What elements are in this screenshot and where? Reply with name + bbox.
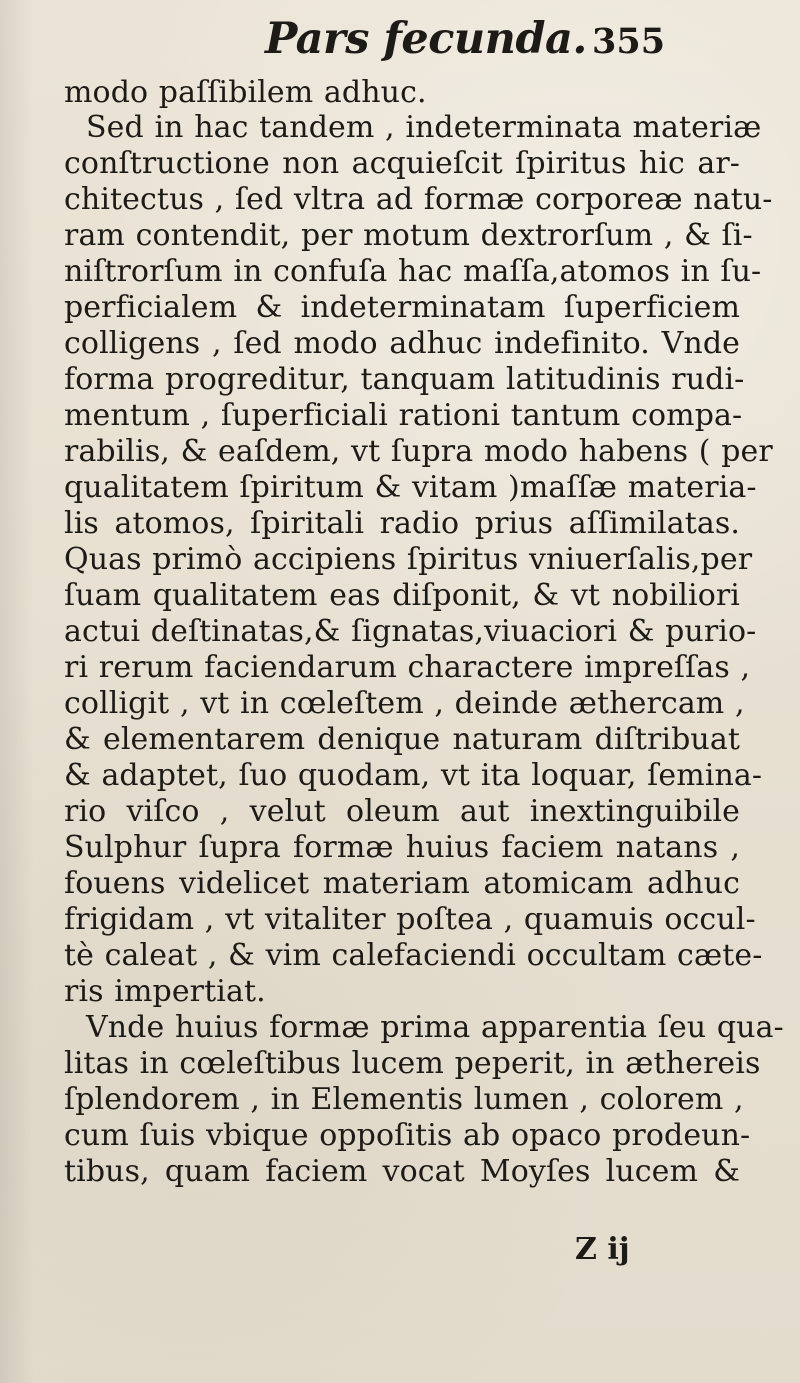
body-line-14: Quas primò accipiens ſpiritus vniuerſalis,per <box>64 542 753 577</box>
body-line-17: ri rerum faciendarum charactere impreſſas , <box>64 650 751 685</box>
body-line-25: tè caleat , & vim calefaciendi occultam cæte- <box>64 938 763 973</box>
page-header-title: Pars fecunda. <box>265 14 587 64</box>
body-line-20: & adaptet, ſuo quodam, vt ita loquar, ſemina- <box>64 758 763 793</box>
body-line-3: conſtructione non acquieſcit ſpiritus hic ar- <box>64 146 740 181</box>
body-line-28: litas in cœleſtibus lucem peperit, in æthereis <box>64 1046 761 1081</box>
body-line-4: chitectus , ſed vltra ad formæ corporeæ natu- <box>64 182 773 217</box>
running-head <box>0 14 800 68</box>
body-line-26: ris impertiat. <box>64 974 266 1009</box>
body-line-6: niſtrorſum in confuſa hac maſſa,atomos in ſu- <box>64 254 762 289</box>
body-line-8: colligens , ſed modo adhuc indefinito. Vnde <box>64 326 740 361</box>
body-line-16: actui deſtinatas,& ſignatas,viuaciori & purio- <box>64 614 757 649</box>
page-number: 355 <box>592 21 666 62</box>
body-line-23: fouens videlicet materiam atomicam adhuc <box>64 866 740 901</box>
page-signature: Z ij <box>575 1232 630 1267</box>
body-line-18: colligit , vt in cœleſtem , deinde æthercam , <box>64 686 745 721</box>
body-line-24: frigidam , vt vitaliter poſtea , quamuis occul- <box>64 902 756 937</box>
body-line-12: qualitatem ſpiritum & vitam )maſſæ materia- <box>64 470 757 505</box>
body-line-27: Vnde huius formæ prima apparentia ſeu qua- <box>86 1010 784 1045</box>
body-line-19: & elementarem denique naturam diſtribuat <box>64 722 740 757</box>
page-edge-shadow <box>0 0 34 1383</box>
body-line-30: cum ſuis vbique oppoſitis ab opaco prodeun- <box>64 1118 751 1153</box>
body-line-13: lis atomos, ſpiritali radio prius aſſimilatas. <box>64 506 740 541</box>
body-line-31: tibus, quam faciem vocat Moyſes lucem & <box>64 1154 740 1189</box>
body-line-21: rio viſco , velut oleum aut inextinguibile <box>64 794 740 829</box>
body-line-10: mentum , ſuperficiali rationi tantum compa- <box>64 398 743 433</box>
body-line-22: Sulphur ſupra formæ huius faciem natans , <box>64 830 740 865</box>
body-line-1: modo paſſibilem adhuc. <box>64 75 427 110</box>
body-line-2: Sed in hac tandem , indeterminata materiæ <box>86 110 762 145</box>
body-line-5: ram contendit, per motum dextrorſum , & ſi- <box>64 218 753 253</box>
body-line-29: ſplendorem , in Elementis lumen , colorem , <box>64 1082 744 1117</box>
body-line-9: forma progreditur, tanquam latitudinis rudi- <box>64 362 745 397</box>
body-line-15: ſuam qualitatem eas diſponit, & vt nobiliori <box>64 578 740 613</box>
body-line-7: perficialem & indeterminatam ſuperficiem <box>64 290 740 325</box>
body-line-11: rabilis, & eaſdem, vt ſupra modo habens ( per <box>64 434 773 469</box>
